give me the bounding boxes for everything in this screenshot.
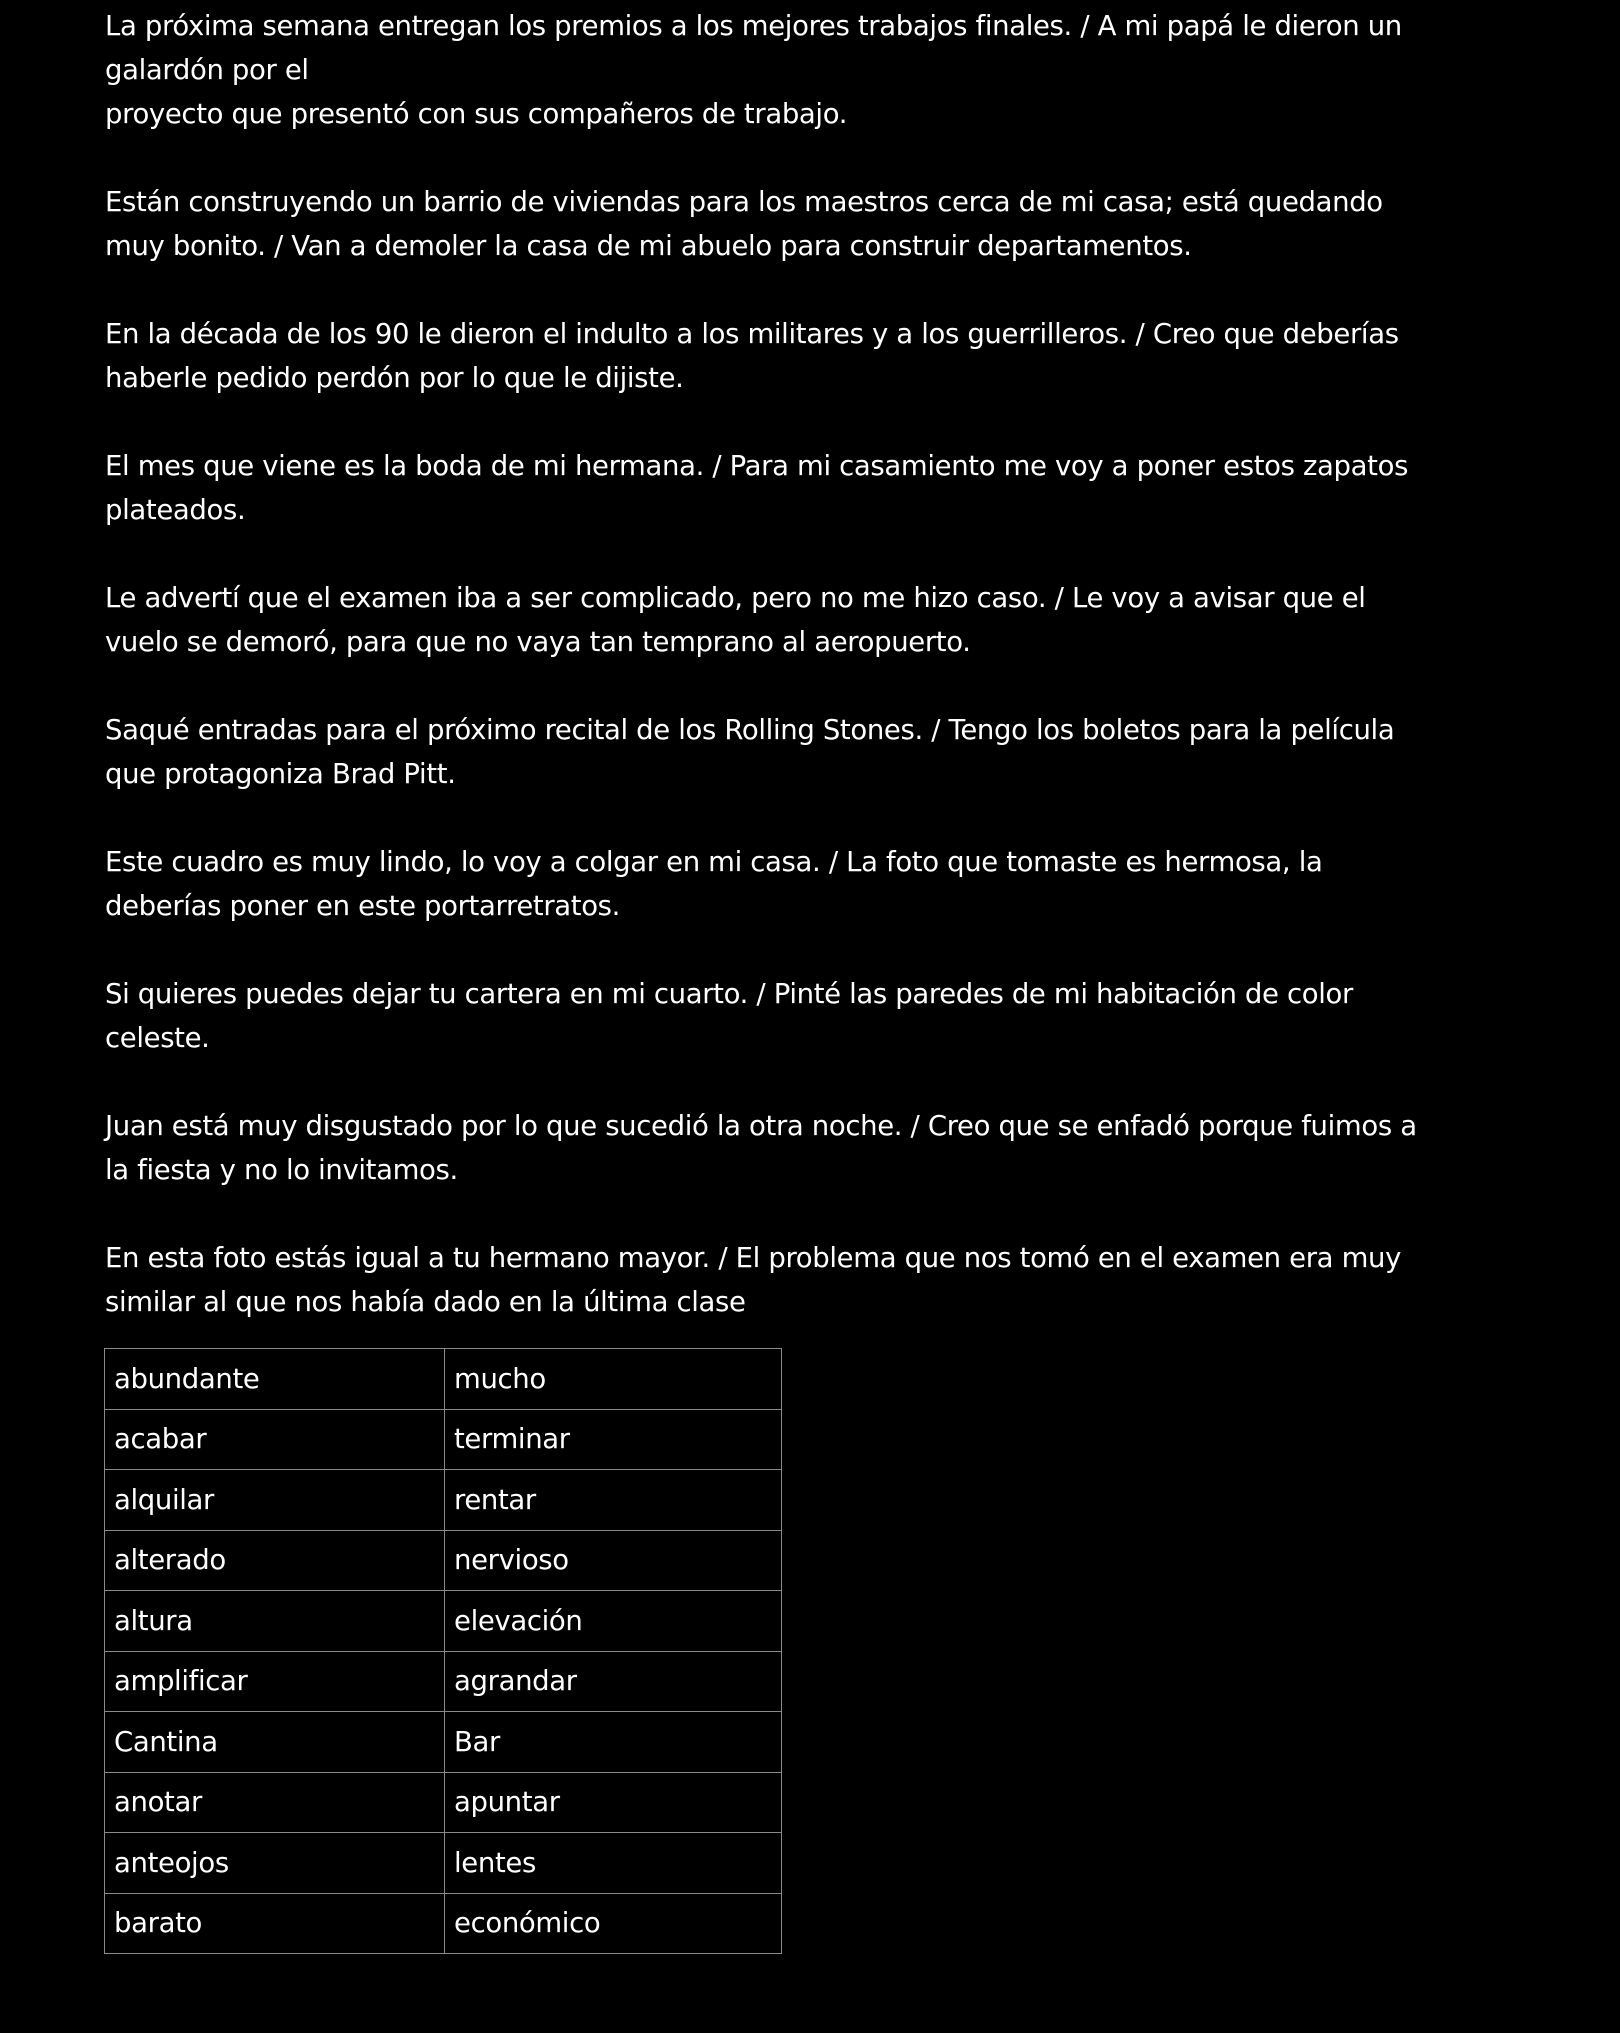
- paragraph-3: En la década de los 90 le dieron el indulto a los militares y a los guerrilleros. / Creo que deberías haberle pedido perdón por lo que le dijiste.: [105, 318, 1399, 394]
- table-row: [105, 1893, 782, 1954]
- table-cell-word: anteojos: [105, 1833, 445, 1894]
- table-cell-word: amplificar: [105, 1651, 445, 1712]
- paragraph-10: En esta foto estás igual a tu hermano mayor. / El problema que nos tomó en el examen era muy similar al que nos había dado en la última clase: [105, 1242, 1402, 1318]
- table-cell-synonym: lentes: [445, 1833, 782, 1894]
- paragraph-6: Saqué entradas para el próximo recital de los Rolling Stones. / Tengo los boletos para la película que protagoniza Brad Pitt.: [105, 714, 1395, 790]
- table-row: [105, 1591, 782, 1652]
- paragraph-4: El mes que viene es la boda de mi hermana. / Para mi casamiento me voy a poner estos zapatos plateados.: [105, 450, 1409, 526]
- table-row: [105, 1349, 782, 1410]
- table-cell-synonym: económico: [445, 1893, 782, 1954]
- table-row: [105, 1530, 782, 1591]
- synonym-table: [104, 1348, 782, 1954]
- table-cell-word: alquilar: [105, 1470, 445, 1531]
- table-cell-word: altura: [105, 1591, 445, 1652]
- paragraph-1: La próxima semana entregan los premios a los mejores trabajos finales. / A mi papá le dieron un galardón por el proyecto que presentó con sus compañeros de trabajo.: [105, 10, 1402, 130]
- table-cell-word: abundante: [105, 1349, 445, 1410]
- table-row: [105, 1409, 782, 1470]
- table-cell-word: alterado: [105, 1530, 445, 1591]
- table-cell-synonym: elevación: [445, 1591, 782, 1652]
- table-row: [105, 1833, 782, 1894]
- table-cell-synonym: agrandar: [445, 1651, 782, 1712]
- table-cell-synonym: mucho: [445, 1349, 782, 1410]
- table-cell-word: acabar: [105, 1409, 445, 1470]
- table-cell-synonym: terminar: [445, 1409, 782, 1470]
- table-cell-synonym: Bar: [445, 1712, 782, 1773]
- table-cell-synonym: apuntar: [445, 1772, 782, 1833]
- table-cell-synonym: rentar: [445, 1470, 782, 1531]
- document-body: [105, 4, 1445, 1324]
- table-row: [105, 1772, 782, 1833]
- table-cell-word: Cantina: [105, 1712, 445, 1773]
- table-row: [105, 1470, 782, 1531]
- paragraph-2: Están construyendo un barrio de viviendas para los maestros cerca de mi casa; está quedando muy bonito. / Van a demoler la casa de mi abuelo para construir departamentos.: [105, 186, 1383, 262]
- paragraph-9: Juan está muy disgustado por lo que sucedió la otra noche. / Creo que se enfadó porque fuimos a la fiesta y no lo invitamos.: [105, 1110, 1417, 1186]
- table-cell-word: barato: [105, 1893, 445, 1954]
- table-row: [105, 1712, 782, 1773]
- paragraph-8: Si quieres puedes dejar tu cartera en mi cuarto. / Pinté las paredes de mi habitación de color celeste.: [105, 978, 1353, 1054]
- table-row: [105, 1651, 782, 1712]
- table-cell-synonym: nervioso: [445, 1530, 782, 1591]
- paragraph-5: Le advertí que el examen iba a ser complicado, pero no me hizo caso. / Le voy a avisar que el vuelo se demoró, para que no vaya tan temprano al aeropuerto.: [105, 582, 1366, 658]
- paragraph-7: Este cuadro es muy lindo, lo voy a colgar en mi casa. / La foto que tomaste es hermosa, la deberías poner en este portarretratos.: [105, 846, 1323, 922]
- table-cell-word: anotar: [105, 1772, 445, 1833]
